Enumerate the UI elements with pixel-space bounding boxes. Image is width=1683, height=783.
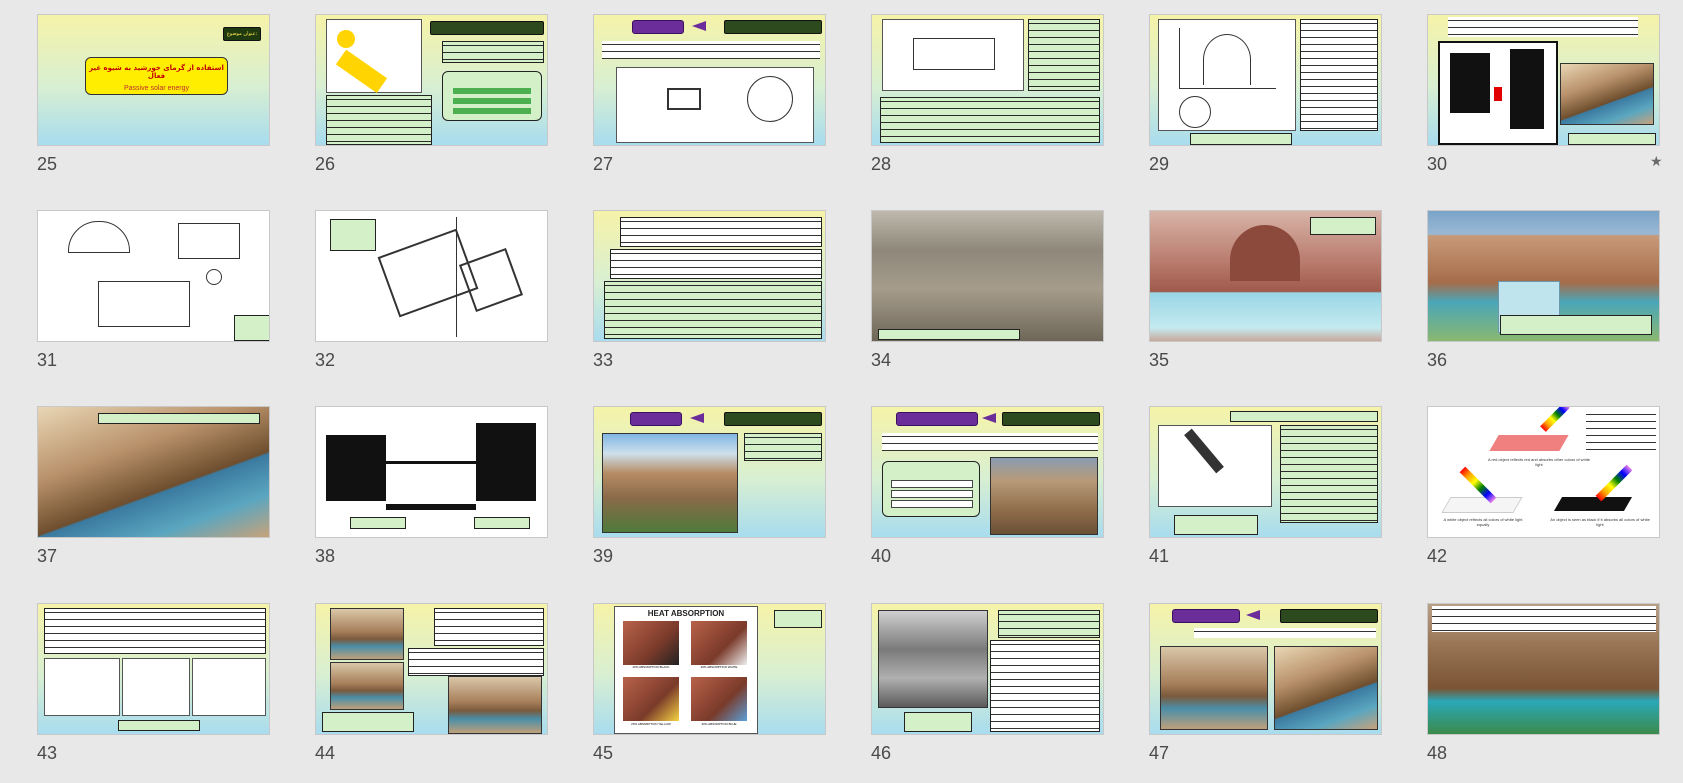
text-block xyxy=(44,608,266,654)
text-block xyxy=(408,648,544,676)
sun-icon xyxy=(206,269,222,285)
slide-number: 25 xyxy=(37,154,58,174)
text-block xyxy=(604,281,822,339)
slide-26[interactable] xyxy=(315,14,548,194)
slide-41[interactable] xyxy=(1149,406,1382,586)
heading-tag xyxy=(1002,412,1100,426)
slide-number: 30 xyxy=(1427,154,1448,174)
slide-44[interactable] xyxy=(315,603,548,783)
list-box xyxy=(882,461,980,517)
slide-title: استفاده از گرمای خورشید به شیوه غیر فعال xyxy=(89,64,224,80)
white-house xyxy=(691,621,747,665)
red-object xyxy=(1489,435,1568,451)
slide-thumbnail[interactable] xyxy=(315,14,548,146)
slide-number: 39 xyxy=(593,546,614,566)
dome-house-sketch xyxy=(68,221,130,253)
slide-32[interactable] xyxy=(315,210,548,390)
text-block xyxy=(1194,628,1376,638)
slide-thumbnail[interactable] xyxy=(315,210,548,342)
slide-43[interactable] xyxy=(37,603,270,783)
slide-29[interactable] xyxy=(1149,14,1382,194)
caption-box xyxy=(474,517,530,529)
heat-absorption-chart xyxy=(614,606,758,734)
caption-box xyxy=(774,610,822,628)
slide-thumbnail[interactable] xyxy=(593,406,826,538)
courtyard-photo xyxy=(330,662,404,710)
arcade-photo xyxy=(448,676,542,734)
text-block xyxy=(1300,19,1378,131)
building-photo xyxy=(990,457,1098,535)
black-house xyxy=(623,621,679,665)
caption-box xyxy=(1500,315,1652,335)
slide-thumbnail[interactable] xyxy=(593,210,826,342)
text-block xyxy=(990,640,1100,732)
reflection-diagram xyxy=(44,658,120,716)
sun-ray xyxy=(336,50,387,93)
slide-subtitle: Passive solar energy xyxy=(124,85,189,92)
solar-chart xyxy=(1158,19,1296,131)
caption-box xyxy=(350,517,406,529)
courtyard-photo xyxy=(1274,646,1378,730)
orientation-diagram xyxy=(616,67,814,143)
text-block xyxy=(1432,606,1656,632)
arrow-icon xyxy=(982,413,996,423)
slide-thumbnail[interactable] xyxy=(593,603,826,735)
arrow-down-icon xyxy=(1494,87,1502,101)
slide-36[interactable] xyxy=(1427,210,1660,390)
slide-number: 41 xyxy=(1149,546,1170,566)
plan-outline xyxy=(459,248,523,312)
courtyard-silhouette xyxy=(386,461,476,510)
text-block xyxy=(1586,411,1656,451)
prism-caption: A white object reflects all colors of white light equally xyxy=(1443,517,1523,527)
caption-box xyxy=(878,329,1020,340)
heading-tag xyxy=(724,20,822,34)
slide-thumbnail[interactable] xyxy=(1427,406,1660,538)
reflection-diagram xyxy=(192,658,266,716)
slide-30[interactable] xyxy=(1427,14,1660,194)
text-block xyxy=(326,95,432,145)
reflection-diagram xyxy=(1158,425,1272,507)
slide-number: 37 xyxy=(37,546,58,566)
slide-number: 42 xyxy=(1427,546,1448,566)
arrow-icon xyxy=(1246,610,1260,620)
black-object xyxy=(1554,497,1632,511)
slide-number: 36 xyxy=(1427,350,1448,370)
text-block xyxy=(1280,425,1378,523)
slide-35[interactable] xyxy=(1149,210,1382,390)
slide-thumbnail[interactable] xyxy=(1427,210,1660,342)
slide-number: 44 xyxy=(315,743,336,763)
slide-45[interactable] xyxy=(593,603,826,783)
compass-icon xyxy=(747,76,793,122)
slide-thumbnail[interactable] xyxy=(1427,603,1660,735)
reflection-diagram xyxy=(122,658,190,716)
heading-tag xyxy=(1280,609,1378,623)
slide-number: 48 xyxy=(1427,743,1448,763)
slide-37[interactable] xyxy=(37,406,270,586)
absorption-label: 20% ABSORPTION WHITE xyxy=(700,665,738,669)
courtyard-photo xyxy=(1560,63,1654,125)
stepped-house-sketch xyxy=(98,281,190,327)
slide-number: 38 xyxy=(315,546,336,566)
slide-38[interactable] xyxy=(315,406,548,586)
slide-thumbnail[interactable] xyxy=(1149,14,1382,146)
slide-number: 46 xyxy=(871,743,892,763)
slide-33[interactable] xyxy=(593,210,826,390)
sun-icon xyxy=(337,30,355,48)
slide-number: 45 xyxy=(593,743,614,763)
caption-box xyxy=(1310,217,1376,235)
slide-number: 28 xyxy=(871,154,892,174)
caption-box xyxy=(1190,133,1292,145)
text-block xyxy=(610,249,822,279)
rainbow-ray xyxy=(1540,406,1570,432)
heading-tag xyxy=(724,412,822,426)
building-silhouette xyxy=(326,435,386,501)
slide-thumbnail[interactable] xyxy=(37,406,270,538)
axis-line xyxy=(456,217,457,337)
section-tag xyxy=(1172,609,1240,623)
text-block xyxy=(744,433,822,461)
slide-number: 35 xyxy=(1149,350,1170,370)
text-block xyxy=(434,608,544,646)
caption-box xyxy=(98,413,260,424)
caption-box xyxy=(1174,515,1258,535)
text-block xyxy=(620,217,822,247)
slide-number: 33 xyxy=(593,350,614,370)
slide-number: 40 xyxy=(871,546,892,566)
caption-box xyxy=(322,712,414,732)
slide-thumbnail[interactable] xyxy=(315,406,548,538)
iwan-arch xyxy=(1230,225,1300,281)
section-tag xyxy=(630,412,682,426)
slide-number: 31 xyxy=(37,350,58,370)
blue-house xyxy=(691,677,747,721)
house-icon xyxy=(667,88,701,110)
caption-box xyxy=(904,712,972,732)
text-block xyxy=(882,433,1098,451)
slide-number: 47 xyxy=(1149,743,1170,763)
slide-thumbnail[interactable] xyxy=(871,14,1104,146)
slide-thumbnail[interactable] xyxy=(1149,406,1382,538)
slide-label-text: عنوان موضوع: xyxy=(226,31,258,37)
prism-caption: An object is seen as black if it absorbs all colors of white light xyxy=(1550,517,1650,527)
slide-thumbnail[interactable] xyxy=(37,603,270,735)
slide-number: 29 xyxy=(1149,154,1170,174)
prism-caption: A red object reflects red and absorbs other colors of white light xyxy=(1487,457,1591,467)
slide-28[interactable] xyxy=(871,14,1104,194)
floor-plan xyxy=(1438,41,1558,145)
slide-thumbnail[interactable] xyxy=(1427,14,1660,146)
caption-box xyxy=(1230,411,1378,422)
white-object xyxy=(1441,497,1522,513)
text-block xyxy=(1448,17,1638,37)
slide-thumbnail[interactable] xyxy=(1149,210,1382,342)
slide-number: 34 xyxy=(871,350,892,370)
slide-number: 26 xyxy=(315,154,336,174)
slide-31[interactable] xyxy=(37,210,270,390)
absorption-label: 40% ABSORPTION BLACK xyxy=(632,665,670,669)
text-block xyxy=(998,610,1100,638)
method-list xyxy=(442,71,542,121)
slide-46[interactable] xyxy=(871,603,1104,783)
title-box xyxy=(85,57,228,95)
caption-box xyxy=(118,720,200,731)
absorption-label: 30% ABSORPTION BLUE xyxy=(701,722,737,726)
caption-box xyxy=(330,219,376,251)
slide-47[interactable] xyxy=(1149,603,1382,783)
caption-box xyxy=(234,315,270,341)
text-block xyxy=(602,41,820,59)
text-block xyxy=(880,97,1100,143)
slide-thumbnail[interactable] xyxy=(871,406,1104,538)
text-block xyxy=(442,41,544,63)
slide-thumbnail[interactable] xyxy=(871,603,1104,735)
bw-courtyard-photo xyxy=(878,610,988,708)
slide-thumbnail[interactable] xyxy=(37,14,270,146)
slide-label-tag xyxy=(223,27,261,41)
flat-house-sketch xyxy=(178,223,240,259)
slide-thumbnail[interactable] xyxy=(593,14,826,146)
slide-42[interactable] xyxy=(1427,406,1660,586)
building-photo xyxy=(872,211,1103,341)
slide-number: 43 xyxy=(37,743,58,763)
slide-39[interactable] xyxy=(593,406,826,586)
heat-absorption-title: HEAT ABSORPTION xyxy=(647,609,725,618)
text-block xyxy=(1028,19,1100,91)
section-tag xyxy=(896,412,978,426)
sun-diagram xyxy=(326,19,422,93)
village-photo xyxy=(602,433,738,533)
heading-tag xyxy=(430,21,544,35)
courtyard-photo xyxy=(1160,646,1268,730)
iwan-photo xyxy=(330,608,404,660)
slide-27[interactable] xyxy=(593,14,826,194)
rainbow-ray xyxy=(1596,465,1633,502)
absorption-label: 25% ABSORPTION YELLOW xyxy=(631,722,671,726)
slide-34[interactable] xyxy=(871,210,1104,390)
caption-box xyxy=(1568,133,1656,145)
arrow-icon xyxy=(692,21,706,31)
slide-thumbnail[interactable] xyxy=(871,210,1104,342)
building-silhouette xyxy=(476,423,536,501)
slide-number: 32 xyxy=(315,350,336,370)
slide-thumbnail[interactable] xyxy=(1149,603,1382,735)
slide-25[interactable] xyxy=(37,14,270,194)
sun-path-diagram xyxy=(882,19,1024,91)
slide-thumbnail[interactable] xyxy=(315,603,548,735)
slide-48[interactable] xyxy=(1427,603,1660,783)
slide-thumbnail[interactable] xyxy=(37,210,270,342)
yellow-house xyxy=(623,677,679,721)
arrow-icon xyxy=(690,413,704,423)
slide-number: 27 xyxy=(593,154,614,174)
star-icon: ★ xyxy=(1650,154,1663,170)
section-tag xyxy=(632,20,684,34)
slide-40[interactable] xyxy=(871,406,1104,586)
